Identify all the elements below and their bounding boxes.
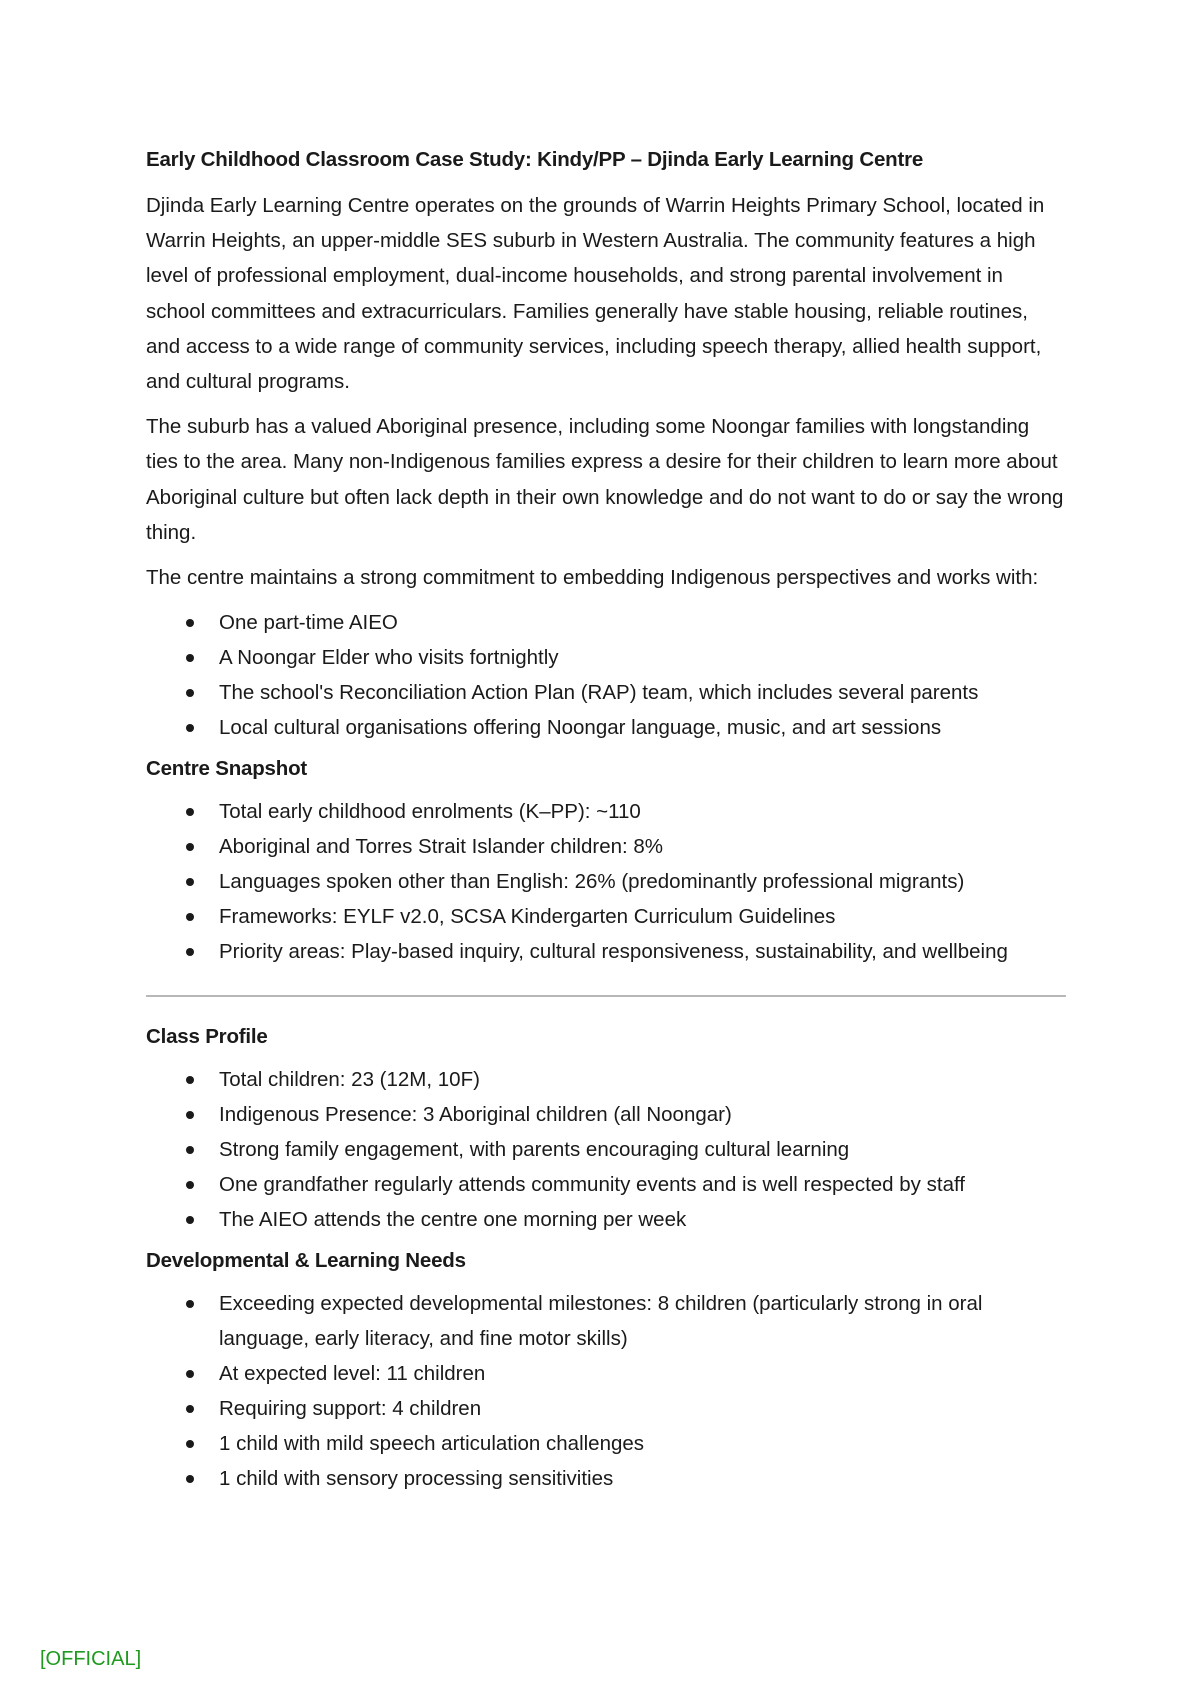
list-item bbox=[146, 1461, 1066, 1496]
class-profile-list bbox=[146, 1062, 1066, 1237]
bullet-icon bbox=[186, 1405, 194, 1413]
bullet-icon bbox=[186, 1370, 194, 1378]
list-item bbox=[146, 605, 1066, 640]
bullet-icon bbox=[186, 724, 194, 732]
centre-snapshot-list bbox=[146, 794, 1066, 969]
list-item bbox=[146, 710, 1066, 745]
list-item bbox=[146, 1391, 1066, 1426]
list-item-text: Priority areas: Play-based inquiry, cultural responsiveness, sustainability, and wellbeing bbox=[219, 940, 1008, 964]
list-item bbox=[146, 864, 1066, 899]
list-item-text: Languages spoken other than English: 26% (predominantly professional migrants) bbox=[219, 870, 965, 894]
list-item-text: At expected level: 11 children bbox=[219, 1362, 486, 1386]
list-item bbox=[146, 899, 1066, 934]
bullet-icon bbox=[186, 654, 194, 662]
list-item-text: Strong family engagement, with parents encouraging cultural learning bbox=[219, 1138, 850, 1162]
list-item-text: 1 child with sensory processing sensitivities bbox=[219, 1467, 614, 1491]
developmental-needs-list bbox=[146, 1286, 1066, 1496]
document-page bbox=[146, 146, 1066, 1506]
bullet-icon bbox=[186, 1181, 194, 1189]
bullet-icon bbox=[186, 1146, 194, 1154]
centre-snapshot-heading: Centre Snapshot bbox=[146, 757, 308, 781]
list-item bbox=[146, 1167, 1066, 1202]
list-item-text: The AIEO attends the centre one morning per week bbox=[219, 1208, 687, 1232]
bullet-icon bbox=[186, 1475, 194, 1483]
bullet-icon bbox=[186, 619, 194, 627]
list-item bbox=[146, 794, 1066, 829]
list-item-text: Exceeding expected developmental milestones: 8 children (particularly strong in oral language, early literacy, and fine motor skills) bbox=[219, 1292, 983, 1351]
list-item bbox=[146, 675, 1066, 710]
bullet-icon bbox=[186, 1300, 194, 1308]
list-item bbox=[146, 1202, 1066, 1237]
list-item-text: Aboriginal and Torres Strait Islander children: 8% bbox=[219, 835, 664, 859]
list-item bbox=[146, 1426, 1066, 1461]
bullet-icon bbox=[186, 913, 194, 921]
list-item-text: Indigenous Presence: 3 Aboriginal children (all Noongar) bbox=[219, 1103, 732, 1127]
intro-paragraph: The suburb has a valued Aboriginal presence, including some Noongar families with longstanding ties to the area. Many non-Indigenous families express a desire for their children to learn more about Aboriginal culture but often lack depth in their own knowledge and do not want to do or say the wrong thing. bbox=[146, 415, 1064, 544]
list-item-text: Total early childhood enrolments (K–PP): ~110 bbox=[219, 800, 641, 824]
list-item-text: Total children: 23 (12M, 10F) bbox=[219, 1068, 480, 1092]
bullet-icon bbox=[186, 1076, 194, 1084]
bullet-icon bbox=[186, 1216, 194, 1224]
classification-label: [OFFICIAL] bbox=[40, 1648, 142, 1670]
list-item bbox=[146, 934, 1066, 969]
intro-paragraph: Djinda Early Learning Centre operates on the grounds of Warrin Heights Primary School, located in Warrin Heights, an upper-middle SES suburb in Western Australia. The community features a high level of professional employment, dual-income households, and strong parental involvement in school committees and extracurriculars. Families generally have stable housing, reliable routines, and access to a wide range of community services, including speech therapy, allied health support, and cultural programs. bbox=[146, 194, 1045, 394]
developmental-needs-heading: Developmental & Learning Needs bbox=[146, 1249, 466, 1273]
list-item-text: Frameworks: EYLF v2.0, SCSA Kindergarten Curriculum Guidelines bbox=[219, 905, 836, 929]
list-item bbox=[146, 1097, 1066, 1132]
list-item bbox=[146, 829, 1066, 864]
list-item bbox=[146, 1062, 1066, 1097]
bullet-icon bbox=[186, 878, 194, 886]
list-item-text: One part-time AIEO bbox=[219, 611, 398, 635]
class-profile-heading: Class Profile bbox=[146, 1025, 268, 1049]
bullet-icon bbox=[186, 843, 194, 851]
intro-paragraph: The centre maintains a strong commitment to embedding Indigenous perspectives and works with: bbox=[146, 566, 1039, 590]
list-item bbox=[146, 1132, 1066, 1167]
list-item-text: Requiring support: 4 children bbox=[219, 1397, 482, 1421]
bullet-icon bbox=[186, 1440, 194, 1448]
list-item bbox=[146, 1286, 1066, 1356]
list-item bbox=[146, 1356, 1066, 1391]
list-item-text: 1 child with mild speech articulation challenges bbox=[219, 1432, 645, 1456]
list-item-text: A Noongar Elder who visits fortnightly bbox=[219, 646, 559, 670]
document-title: Early Childhood Classroom Case Study: Kindy/PP – Djinda Early Learning Centre bbox=[146, 148, 924, 171]
bullet-icon bbox=[186, 948, 194, 956]
partners-list bbox=[146, 605, 1066, 745]
section-divider bbox=[146, 995, 1066, 997]
bullet-icon bbox=[186, 1111, 194, 1119]
bullet-icon bbox=[186, 808, 194, 816]
list-item bbox=[146, 640, 1066, 675]
list-item-text: One grandfather regularly attends community events and is well respected by staff bbox=[219, 1173, 965, 1197]
list-item-text: Local cultural organisations offering Noongar language, music, and art sessions bbox=[219, 716, 942, 740]
list-item-text: The school's Reconciliation Action Plan (RAP) team, which includes several parents bbox=[219, 681, 979, 705]
bullet-icon bbox=[186, 689, 194, 697]
